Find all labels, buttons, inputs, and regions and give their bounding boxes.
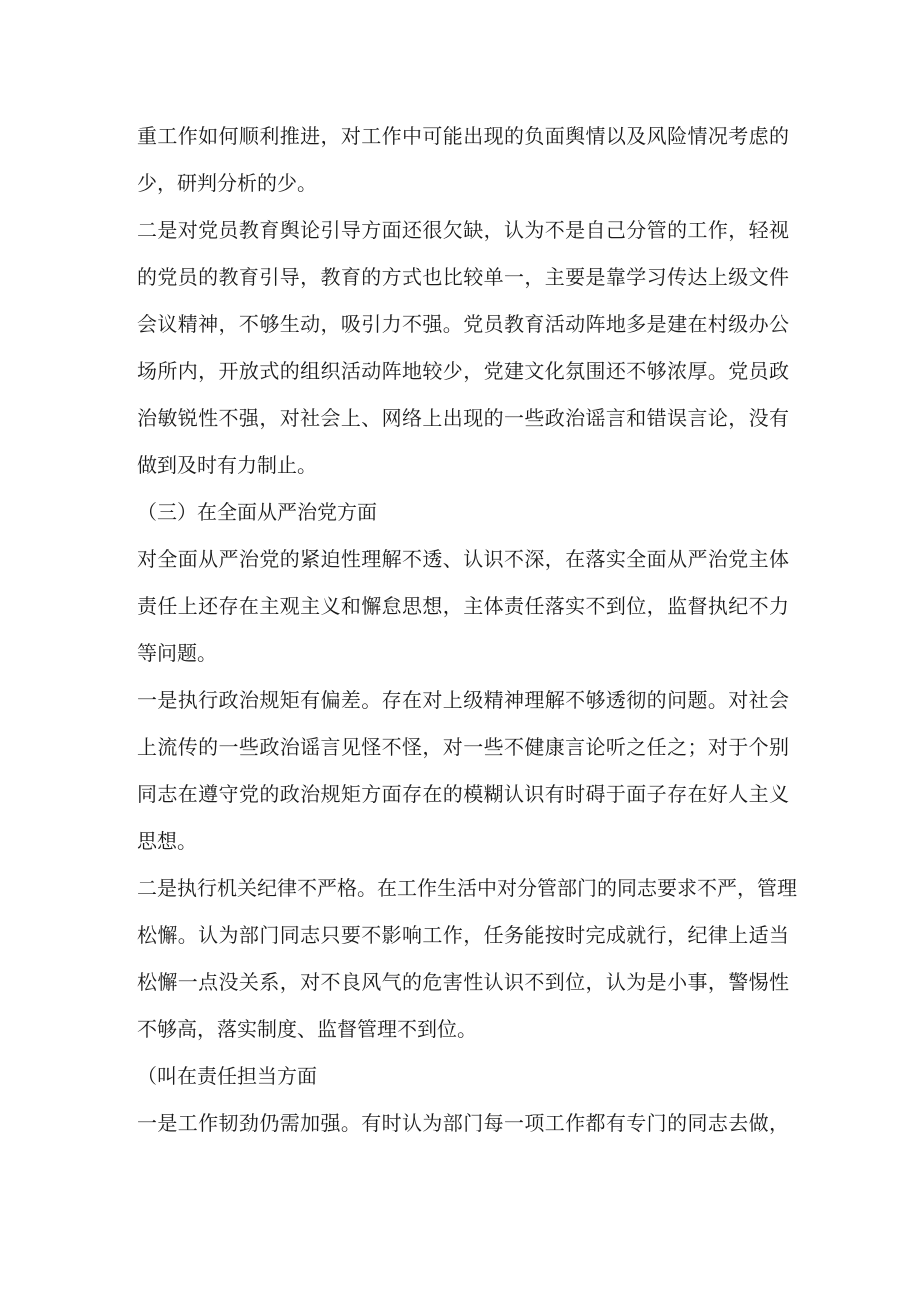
text-line: 的党员的教育引导，教育的方式也比较单一，主要是靠学习传达上级文件 [137, 265, 789, 289]
section-heading: （叫在责任担当方面 [137, 1064, 317, 1088]
text-line: 重工作如何顺利推进，对工作中可能出现的负面舆情以及风险情况考虑的 [137, 124, 789, 148]
text-line: 二是对党员教育舆论引导方面还很欠缺，认为不是自己分管的工作，轻视 [137, 218, 789, 242]
section-heading: （三）在全面从严治党方面 [137, 500, 377, 524]
text-line: 会议精神，不够生动，吸引力不强。党员教育活动阵地多是建在村级办公 [137, 312, 789, 336]
text-line: 一是执行政治规矩有偏差。存在对上级精神理解不够透彻的问题。对社会 [137, 688, 789, 712]
text-line: 对全面从严治党的紧迫性理解不透、认识不深，在落实全面从严治党主体 [137, 547, 789, 571]
text-line: 少，研判分析的少。 [137, 171, 317, 195]
text-line: 思想。 [137, 829, 197, 853]
text-line: 一是工作韧劲仍需加强。有时认为部门每一项工作都有专门的同志去做， [137, 1111, 789, 1135]
text-line: 场所内，开放式的组织活动阵地较少，党建文化氛围还不够浓厚。党员政 [137, 359, 789, 383]
document-body [137, 113, 797, 1147]
text-line: 治敏锐性不强，对社会上、网络上出现的一些政治谣言和错误言论，没有 [137, 406, 789, 430]
text-line: 松懈一点没关系，对不良风气的危害性认识不到位，认为是小事，警惕性 [137, 970, 789, 994]
text-line: 上流传的一些政治谣言见怪不怪，对一些不健康言论听之任之；对于个别 [137, 735, 789, 759]
text-line: 同志在遵守党的政治规矩方面存在的模糊认识有时碍于面子存在好人主义 [137, 782, 789, 806]
text-line: 不够高，落实制度、监督管理不到位。 [137, 1017, 477, 1041]
text-line: 责任上还存在主观主义和懈怠思想，主体责任落实不到位，监督执纪不力 [137, 594, 789, 618]
text-line: 二是执行机关纪律不严格。在工作生活中对分管部门的同志要求不严，管理 [137, 876, 797, 900]
text-line: 做到及时有力制止。 [137, 453, 317, 477]
text-line: 松懈。认为部门同志只要不影响工作，任务能按时完成就行，纪律上适当 [137, 923, 789, 947]
text-line: 等问题。 [137, 641, 217, 665]
